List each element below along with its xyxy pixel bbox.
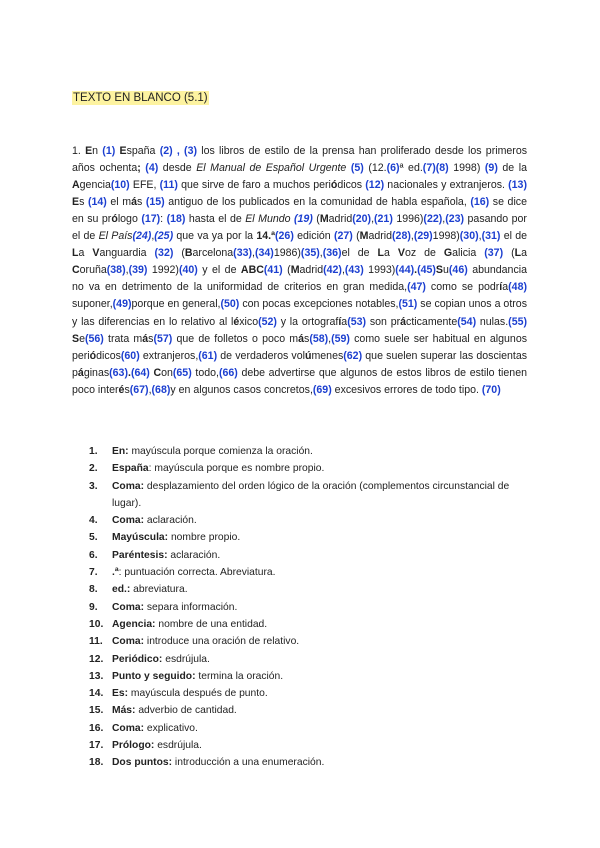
blank-number-marker: (15) xyxy=(145,195,165,208)
note-term: Dos puntos: xyxy=(112,757,173,769)
paragraph-text: nulas. xyxy=(476,315,509,328)
paragraph-text: s xyxy=(136,195,146,208)
paragraph-text: , xyxy=(125,264,129,277)
paragraph-text: se dice en su pr xyxy=(72,195,527,225)
note-term: ed.: xyxy=(112,584,131,596)
corrected-character: L xyxy=(514,247,522,260)
paragraph-text: s xyxy=(304,332,310,345)
paragraph-text: desde xyxy=(158,161,197,174)
blank-number-marker: (14) xyxy=(87,195,107,208)
blank-number-marker: (62) xyxy=(343,349,363,362)
note-term: Es: xyxy=(112,688,129,700)
notes-list xyxy=(72,443,532,772)
paragraph-text: arcelona xyxy=(192,247,234,260)
paragraph-text: con pocas excepciones notables, xyxy=(239,298,399,311)
note-term: Prólogo: xyxy=(112,740,155,752)
note-term: Paréntesis: xyxy=(112,549,168,561)
italic-title: El Manual de Español Urgente xyxy=(196,161,347,174)
blank-number-marker: (20) xyxy=(352,212,372,225)
paragraph-text: de la xyxy=(497,161,527,174)
corrected-character: L xyxy=(377,247,385,260)
note-explanation: adverbio de cantidad. xyxy=(135,705,237,717)
blank-number-marker: (51) xyxy=(398,298,418,311)
blank-number-marker: (23) xyxy=(445,212,465,225)
corrected-character: í xyxy=(338,315,342,328)
blank-number-marker: (7)(8) xyxy=(422,161,449,174)
blank-number-marker: (50) xyxy=(220,298,240,311)
note-term: Coma: xyxy=(112,515,145,527)
paragraph-text: nacionales y extranjeros. xyxy=(384,178,509,191)
corrected-character: B xyxy=(184,247,193,260)
paragraph-text: abundancia no va en detrimento de la uniformidad de criterios en gran medida, xyxy=(72,264,527,294)
note-explanation: esdrújula. xyxy=(154,740,202,752)
paragraph-text: los libros de estilo de la prensa han proliferado desde los primeros años ochenta xyxy=(72,144,528,174)
note-term: Agencia: xyxy=(112,618,156,630)
blank-number-marker: (12) xyxy=(365,178,385,191)
paragraph-text: extranjeros, xyxy=(139,349,199,362)
paragraph-text: : xyxy=(160,212,167,225)
paragraph-text: como se podr xyxy=(425,281,500,294)
paragraph-text: suponer, xyxy=(72,298,113,311)
note-explanation: : mayúscula porque es nombre propio. xyxy=(148,463,325,475)
paragraph-text: s xyxy=(79,195,88,208)
blank-number-marker: (69) xyxy=(312,383,332,396)
blank-number-marker: (33) xyxy=(233,247,253,260)
paragraph-text: de verdaderos vol xyxy=(217,349,305,362)
paragraph-text: adrid xyxy=(299,264,324,277)
paragraph-text: trata m xyxy=(103,332,143,345)
paragraph-text: l xyxy=(230,315,234,328)
corrected-character: ú xyxy=(304,349,312,362)
note-explanation: esdrújula. xyxy=(162,653,210,665)
paragraph-text: oruña xyxy=(79,264,107,277)
blank-number-marker: (68) xyxy=(151,383,171,396)
corrected-character: A xyxy=(72,178,80,191)
blank-number-marker: (29) xyxy=(413,230,433,243)
note-number: 8. xyxy=(89,584,98,596)
paragraph-text: 1986) xyxy=(273,247,301,260)
paragraph-text: dicos xyxy=(337,178,366,191)
blank-number-marker: (59) xyxy=(331,332,350,345)
corrected-character: á xyxy=(298,332,305,345)
blank-number-marker: (53) xyxy=(347,315,367,328)
paragraph-text: 1998) xyxy=(432,230,460,243)
paragraph-text: logo xyxy=(117,212,142,225)
note-term: Coma: xyxy=(112,636,145,648)
blank-number-marker: (67) xyxy=(129,383,149,396)
corrected-character: M xyxy=(319,212,329,225)
blank-number-marker: (30) xyxy=(459,230,479,243)
paragraph-text: , xyxy=(442,212,446,225)
blank-number-marker: (24) xyxy=(132,230,152,243)
paragraph-text: antiguo de los publicados en la comunidad de habla española, xyxy=(164,195,471,208)
blank-number-marker: (27) xyxy=(333,230,353,243)
note-number: 9. xyxy=(89,601,98,613)
note-term: Coma: xyxy=(112,722,145,734)
note-item xyxy=(72,581,532,598)
blank-number-marker: (65) xyxy=(172,366,192,379)
paragraph-text: a xyxy=(341,315,348,328)
note-item xyxy=(72,460,532,477)
paragraph-text: que va ya por la xyxy=(173,230,257,243)
note-term: Coma: xyxy=(112,480,145,492)
blank-number-marker: (41) xyxy=(263,264,283,277)
paragraph-text: cticamente xyxy=(406,315,458,328)
corrected-character: á xyxy=(131,195,137,208)
paragraph-text: que suelen superar las doscientas p xyxy=(72,349,528,379)
blank-number-marker: (22) xyxy=(423,212,443,225)
paragraph-text: gencia xyxy=(79,178,111,191)
blank-number-marker: (13) xyxy=(508,178,527,191)
note-number: 14. xyxy=(89,688,104,700)
paragraph-text: el m xyxy=(106,195,132,208)
corrected-character: í xyxy=(499,281,503,294)
blank-number-marker: (56) xyxy=(84,332,104,345)
paragraph-text: se copian unos a otros y las diferencias en lo relativo al xyxy=(72,298,527,328)
note-item xyxy=(72,737,532,754)
paragraph-text: ginas xyxy=(83,366,110,379)
paragraph-text: que de folletos o poco m xyxy=(172,332,299,345)
blank-number-marker: (66) xyxy=(218,366,238,379)
blank-number-marker: (25) xyxy=(154,230,174,243)
blank-number-marker: (10) xyxy=(110,178,130,191)
note-term: Mayúscula: xyxy=(112,532,169,544)
blank-number-marker: (39) xyxy=(128,264,148,277)
blank-number-marker: (5) xyxy=(350,161,364,174)
blank-number-marker: (1) xyxy=(102,144,116,157)
note-term: Punto y seguido: xyxy=(112,670,196,682)
note-explanation: termina la oración. xyxy=(195,670,284,682)
blank-number-marker: (49) xyxy=(112,298,132,311)
blank-number-marker: (63) xyxy=(109,366,128,379)
blank-number-marker: (28) xyxy=(392,230,411,243)
paragraph-text: on xyxy=(161,366,173,379)
note-item xyxy=(72,599,532,616)
note-number: 15. xyxy=(89,705,104,717)
note-explanation: nombre de una entidad. xyxy=(155,618,268,630)
paragraph-text: edición xyxy=(293,230,334,243)
corrected-character: V xyxy=(397,247,405,260)
corrected-character: S xyxy=(435,264,443,277)
paragraph-text: debe advertirse que algunos de estos libros de estilo tienen poco inter xyxy=(72,366,527,396)
blank-number-marker: (16) xyxy=(470,195,490,208)
note-number: 12. xyxy=(89,653,104,665)
note-number: 17. xyxy=(89,740,104,752)
blank-number-marker: (4) xyxy=(145,161,159,174)
paragraph-text: 1992) xyxy=(147,264,179,277)
exercise-paragraph xyxy=(72,143,527,399)
note-item xyxy=(72,702,532,719)
note-explanation: aclaración. xyxy=(144,515,197,527)
corrected-character: . xyxy=(127,366,131,379)
paragraph-text: alicia xyxy=(452,247,485,260)
corrected-character: E xyxy=(119,144,127,157)
paragraph-text: ( xyxy=(352,230,360,243)
paragraph-text: pasando por el de xyxy=(72,212,527,243)
paragraph-text: todo, xyxy=(191,366,219,379)
note-number: 13. xyxy=(89,670,104,682)
note-number: 16. xyxy=(89,722,104,734)
paragraph-text: EFE, xyxy=(129,178,160,191)
paragraph-text: y en algunos casos concretos, xyxy=(170,383,313,396)
corrected-character: á xyxy=(142,332,149,345)
blank-number-marker: (19) xyxy=(293,212,313,225)
note-number: 11. xyxy=(89,636,103,648)
corrected-character: M xyxy=(359,230,369,243)
paragraph-text: s xyxy=(124,383,130,396)
blank-number-marker: (44) xyxy=(395,264,415,277)
corrected-character: é xyxy=(118,383,125,396)
paragraph-text: 1993) xyxy=(363,264,396,277)
note-term: En: xyxy=(112,446,129,457)
note-number: 6. xyxy=(89,549,98,561)
paragraph-text: que sirve de faro a muchos peri xyxy=(177,178,331,191)
corrected-character: S xyxy=(72,332,80,345)
paragraph-text: y el de xyxy=(197,264,241,277)
paragraph-text: el de xyxy=(341,247,378,260)
paragraph-text: a xyxy=(521,247,527,260)
paragraph-text: , xyxy=(148,383,152,396)
blank-number-marker: (18) xyxy=(166,212,186,225)
note-explanation: desplazamiento del orden lógico de la oración (complementos circunstancial de lugar). xyxy=(112,480,510,509)
note-number: 3. xyxy=(89,480,98,492)
paragraph-text: , xyxy=(252,247,255,260)
note-explanation: : puntuación correcta. Abreviatura. xyxy=(118,567,276,579)
corrected-character: é xyxy=(233,315,240,328)
corrected-character: C xyxy=(72,264,80,277)
blank-number-marker: (58) xyxy=(309,332,329,345)
paragraph-text: , xyxy=(319,247,323,260)
paragraph-text: 1996) xyxy=(392,212,424,225)
blank-number-marker: (64) xyxy=(130,366,150,379)
note-explanation: mayúscula porque comienza la oración. xyxy=(128,446,313,457)
corrected-character: ó xyxy=(330,178,338,191)
corrected-character: L xyxy=(72,247,79,260)
blank-number-marker: (47) xyxy=(407,281,426,294)
note-item xyxy=(72,529,532,546)
corrected-character: ó xyxy=(89,349,97,362)
note-item xyxy=(72,443,532,460)
exercise-title: TEXTO EN BLANCO (5.1) xyxy=(73,92,208,104)
italic-title: El País xyxy=(98,230,133,243)
blank-number-marker: (31) xyxy=(481,230,501,243)
note-item xyxy=(72,685,532,702)
note-item xyxy=(72,564,532,581)
note-number: 1. xyxy=(89,446,98,457)
paragraph-text: el de xyxy=(500,230,527,243)
paragraph-text: , xyxy=(151,230,155,243)
blank-number-marker: (46) xyxy=(448,264,468,277)
paragraph-text: , xyxy=(478,230,482,243)
paragraph-text: oz de xyxy=(404,247,444,260)
paragraph-text: a xyxy=(384,247,398,260)
paragraph-text: porque en general, xyxy=(131,298,221,311)
paragraph-text: , xyxy=(410,230,414,243)
note-item xyxy=(72,616,532,633)
paragraph-text: ( xyxy=(503,247,515,260)
note-number: 10. xyxy=(89,618,104,630)
blank-number-marker: (9) xyxy=(484,161,498,174)
blank-number-marker: (60) xyxy=(120,349,140,362)
corrected-character: ; xyxy=(137,161,141,174)
blank-number-marker: (35) xyxy=(300,247,320,260)
paragraph-text: dicos xyxy=(96,349,121,362)
corrected-character: ó xyxy=(111,212,118,225)
blank-number-marker: (52) xyxy=(258,315,277,328)
blank-number-marker: (61) xyxy=(198,349,218,362)
note-explanation: mayúscula después de punto. xyxy=(128,688,268,700)
blank-number-marker: (21) xyxy=(374,212,393,225)
corrected-character: C xyxy=(153,366,162,379)
paragraph-text: ª ed. xyxy=(399,161,423,174)
note-number: 7. xyxy=(89,567,98,579)
note-number: 4. xyxy=(89,515,98,527)
note-item xyxy=(72,651,532,668)
corrected-character: M xyxy=(290,264,300,277)
note-explanation: introduce una oración de relativo. xyxy=(144,636,300,648)
blank-number-marker: (17) xyxy=(141,212,161,225)
note-item xyxy=(72,754,532,771)
note-term: Más: xyxy=(112,705,136,717)
blank-number-marker: (42) xyxy=(323,264,342,277)
paragraph-text: , xyxy=(341,264,345,277)
paragraph-text: (12. xyxy=(363,161,387,174)
blank-number-marker: (70) xyxy=(481,383,501,396)
corrected-character: á xyxy=(77,366,84,379)
paragraph-text: hasta el de xyxy=(185,212,246,225)
blank-number-marker: (26) xyxy=(275,230,294,243)
corrected-character: á xyxy=(400,315,407,328)
corrected-character: E xyxy=(72,195,80,208)
note-explanation: separa información. xyxy=(144,601,238,613)
blank-number-marker: (48) xyxy=(508,281,527,294)
blank-number-marker: (32) xyxy=(154,247,174,260)
note-item xyxy=(72,547,532,564)
paragraph-text: n xyxy=(92,144,103,157)
paragraph-text: anguardia xyxy=(99,247,155,260)
paragraph-text: a xyxy=(502,281,509,294)
corrected-character: G xyxy=(443,247,453,260)
paragraph-text: ( xyxy=(173,247,185,260)
note-explanation: introducción a una enumeración. xyxy=(172,757,325,769)
paragraph-text: s xyxy=(148,332,154,345)
corrected-character: ABC xyxy=(240,264,264,277)
paragraph-text: como suele ser habitual en algunos peri xyxy=(72,332,528,362)
note-number: 2. xyxy=(89,463,98,475)
corrected-character: 14.ª xyxy=(256,230,276,243)
blank-number-marker: (34) xyxy=(254,247,274,260)
paragraph-text: adrid xyxy=(368,230,393,243)
note-number: 5. xyxy=(89,532,98,544)
blank-number-marker: (57) xyxy=(153,332,173,345)
note-item xyxy=(72,633,532,650)
note-term: .ª xyxy=(112,567,119,579)
paragraph-text: a xyxy=(78,247,93,260)
blank-number-marker: (54) xyxy=(457,315,477,328)
paragraph-text: y la ortograf xyxy=(276,315,339,328)
paragraph-text: spaña xyxy=(126,144,160,157)
paragraph-text: , xyxy=(371,212,375,225)
blank-number-marker: (43) xyxy=(344,264,364,277)
note-explanation: explicativo. xyxy=(144,722,198,734)
note-item xyxy=(72,668,532,685)
paragraph-text: menes xyxy=(311,349,344,362)
note-item xyxy=(72,478,532,513)
note-term: Periódico: xyxy=(112,653,163,665)
blank-number-marker: (11) xyxy=(159,178,178,191)
paragraph-text: 1998) xyxy=(448,161,485,174)
italic-title: El Mundo xyxy=(245,212,291,225)
blank-number-marker: (37) xyxy=(484,247,504,260)
paragraph-text: e xyxy=(79,332,85,345)
paragraph-text: ( xyxy=(282,264,291,277)
note-term: España xyxy=(112,463,149,475)
corrected-character: V xyxy=(92,247,100,260)
blank-number-marker: (2) , (3) xyxy=(159,144,198,157)
blank-number-marker: (40) xyxy=(178,264,198,277)
paragraph-text: ( xyxy=(312,212,320,225)
paragraph-text: adrid xyxy=(328,212,353,225)
paragraph-text: , xyxy=(328,332,332,345)
blank-number-marker: (6) xyxy=(386,161,400,174)
paragraph-text: excesivos errores de todo tipo. xyxy=(331,383,482,396)
corrected-character: E xyxy=(85,144,93,157)
paragraph-text: 1. xyxy=(72,144,86,157)
blank-number-marker: (38) xyxy=(106,264,126,277)
paragraph-text: son pr xyxy=(366,315,401,328)
note-explanation: nombre propio. xyxy=(168,532,241,544)
note-explanation: aclaración. xyxy=(167,549,221,561)
note-explanation: abreviatura. xyxy=(130,584,188,596)
note-item xyxy=(72,512,532,529)
note-number: 18. xyxy=(89,757,104,769)
corrected-character: . xyxy=(414,264,418,277)
blank-number-marker: (45) xyxy=(417,264,436,277)
paragraph-text: u xyxy=(443,264,449,277)
blank-number-marker: (55) xyxy=(508,315,528,328)
paragraph-text: xico xyxy=(239,315,259,328)
note-term: Coma: xyxy=(112,601,145,613)
blank-number-marker: (36) xyxy=(322,247,342,260)
note-item xyxy=(72,720,532,737)
